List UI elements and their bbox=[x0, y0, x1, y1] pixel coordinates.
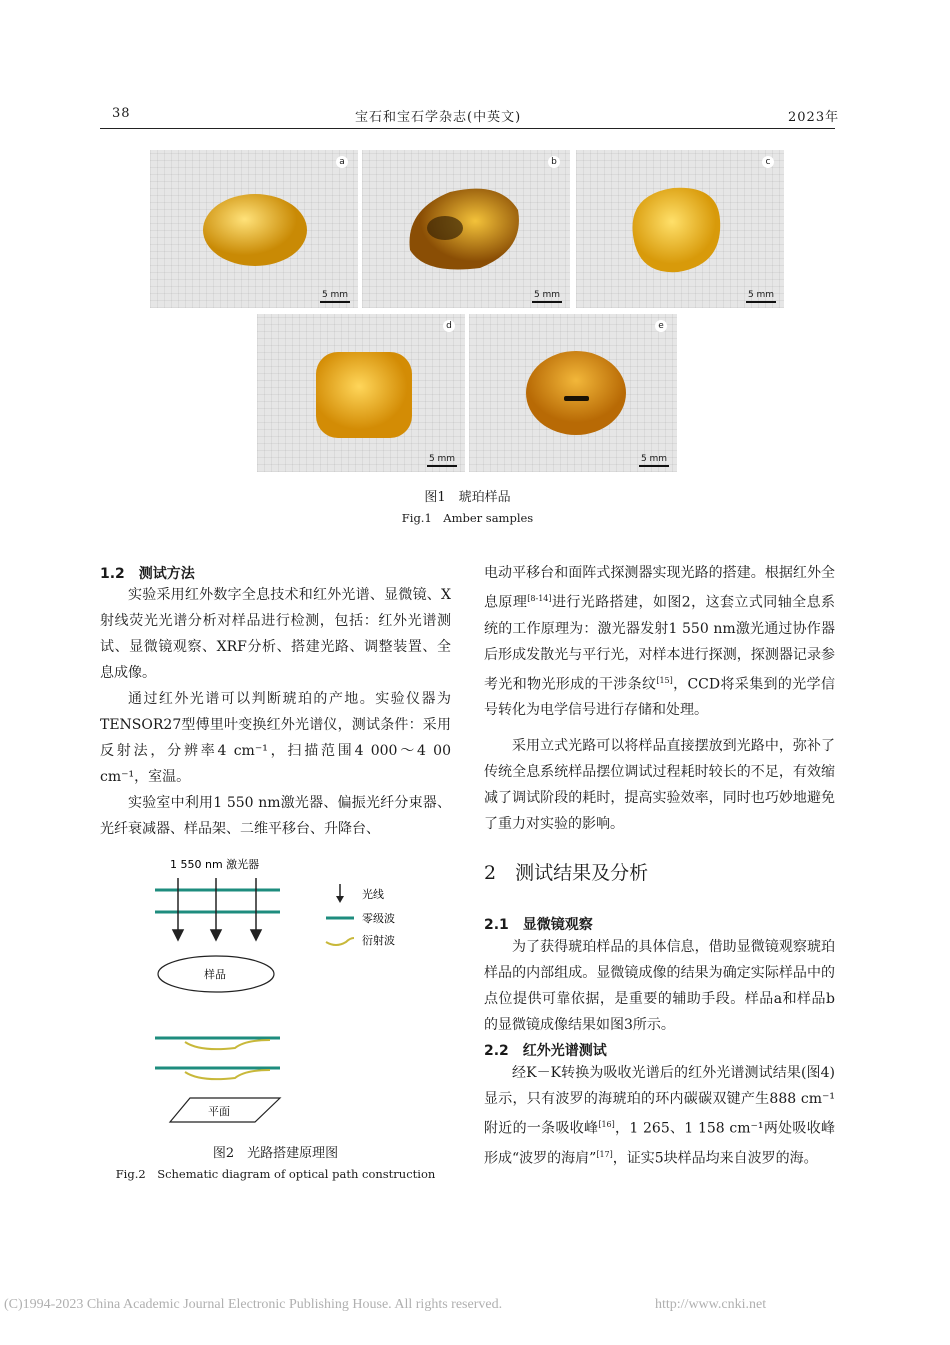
paragraph: 经K－K转换为吸收光谱后的红外光谱测试结果(图4)显示，只有波罗的海琥珀的环内碳碳双键产生888 cm⁻¹附近的一条吸收峰[16]，1 265、1 158 cm⁻¹两处吸收峰形成“波罗的海肩”[17]，证实5块样品均来自波罗的海。 bbox=[484, 1065, 835, 1167]
arrow-icon bbox=[336, 896, 344, 903]
arrow-icon bbox=[251, 930, 261, 940]
scale-bar: 5 mm bbox=[532, 290, 562, 303]
amber-stone-b bbox=[400, 180, 525, 275]
arrow-icon bbox=[211, 930, 221, 940]
paragraph: 实验室中利用1 550 nm激光器、偏振光纤分束器、光纤衰减器、样品架、二维平移台、升降台、 bbox=[100, 795, 451, 837]
section-2-1-title: 2.1 显微镜观察 bbox=[484, 917, 593, 933]
legend-diff: 衍射波 bbox=[362, 934, 395, 947]
amber-stone-e bbox=[524, 348, 629, 438]
sample-label: 样品 bbox=[204, 968, 226, 981]
reference: [16] bbox=[598, 1120, 615, 1129]
amber-stone-d bbox=[312, 346, 417, 444]
amber-photo-b bbox=[362, 150, 570, 308]
panel-label: e bbox=[655, 320, 667, 332]
reference: [17] bbox=[596, 1149, 613, 1159]
header-rule bbox=[100, 128, 835, 129]
cnki-url[interactable]: http://www.cnki.net bbox=[655, 1297, 767, 1312]
optical-path-diagram bbox=[140, 850, 440, 1140]
figure1-caption-en: Fig.1 Amber samples bbox=[401, 511, 534, 525]
panel-label: d bbox=[443, 320, 455, 332]
journal-title: 宝石和宝石学杂志(中英文) bbox=[355, 110, 522, 125]
figure2-caption-en: Fig.2 Schematic diagram of optical path construction bbox=[115, 1167, 436, 1181]
copyright-footer: (C)1994-2023 China Academic Journal Electronic Publishing House. All rights reserved. bbox=[4, 1297, 503, 1312]
amber-stone-c bbox=[618, 180, 728, 280]
paragraph: 采用立式光路可以将样品直接摆放到光路中，弥补了传统全息系统样品摆位调试过程耗时较长的不足，有效缩减了调试阶段的耗时，提高实验效率，同时也巧妙地避免了重力对实验的影响。 bbox=[484, 738, 835, 832]
reference: [15] bbox=[656, 675, 673, 685]
amber-photo-d bbox=[257, 314, 465, 472]
paragraph: 电动平移台和面阵式探测器实现光路的搭建。根据红外全息原理[8-14]进行光路搭建，如图2，这套立式同轴全息系统的工作原理为：激光器发射1 550 nm激光通过协作器后形成发散光与平行光，对样本进行探测，探测器记录参考光和物光形成的干涉条纹[15]，CCD将采集到的光学信号转化为电学信号进行存储和处理。 bbox=[484, 565, 836, 719]
scale-bar: 5 mm bbox=[639, 454, 669, 467]
figure2-caption-cn: 图2 光路搭建原理图 bbox=[212, 1146, 339, 1161]
section-2-2-title: 2.2 红外光谱测试 bbox=[484, 1043, 607, 1059]
legend-light: 光线 bbox=[362, 888, 384, 901]
paragraph: 通过红外光谱可以判断琥珀的产地。实验仪器为TENSOR27型傅里叶变换红外光谱仪，测试条件：采用反射法，分辨率4 cm⁻¹，扫描范围4 000～4 00 cm⁻¹，室温。 bbox=[100, 691, 451, 785]
laser-label: 1 550 nm 激光器 bbox=[170, 858, 260, 871]
paragraph: 为了获得琥珀样品的具体信息，借助显微镜观察琥珀样品的内部组成。显微镜成像的结果为确定实际样品中的点位提供可靠依据，是重要的辅助手段。样品a和样品b的显微镜成像结果如图3所示。 bbox=[484, 939, 835, 1033]
amber-photo-a bbox=[150, 150, 358, 308]
amber-stone-a bbox=[200, 190, 310, 270]
legend-zero: 零级波 bbox=[362, 912, 395, 925]
amber-photo-e bbox=[469, 314, 677, 472]
legend bbox=[326, 884, 395, 947]
panel-label: b bbox=[548, 156, 560, 168]
scale-bar: 5 mm bbox=[320, 290, 350, 303]
plane-label: 平面 bbox=[208, 1105, 230, 1118]
section-2-title: 2 测试结果及分析 bbox=[484, 862, 649, 884]
panel-label: c bbox=[762, 156, 774, 168]
diffraction-wave-line bbox=[185, 1070, 270, 1079]
figure1-caption-cn: 图1 琥珀样品 bbox=[424, 490, 511, 505]
paragraph: 实验采用红外数字全息技术和红外光谱、显微镜、X射线荧光光谱分析对样品进行检测，包括：红外光谱测试、显微镜观察、XRF分析、搭建光路、调整装置、全息成像。 bbox=[100, 587, 451, 681]
amber-photo-c bbox=[576, 150, 784, 308]
year: 2023年 bbox=[788, 110, 840, 125]
page-number: 38 bbox=[112, 106, 131, 121]
reference: [8-14] bbox=[527, 594, 552, 603]
scale-bar: 5 mm bbox=[427, 454, 457, 467]
panel-label: a bbox=[336, 156, 348, 168]
scale-bar: 5 mm bbox=[746, 290, 776, 303]
diffraction-wave-line bbox=[185, 1040, 270, 1049]
arrow-icon bbox=[173, 930, 183, 940]
section-1-2-title: 1.2 测试方法 bbox=[100, 566, 195, 582]
